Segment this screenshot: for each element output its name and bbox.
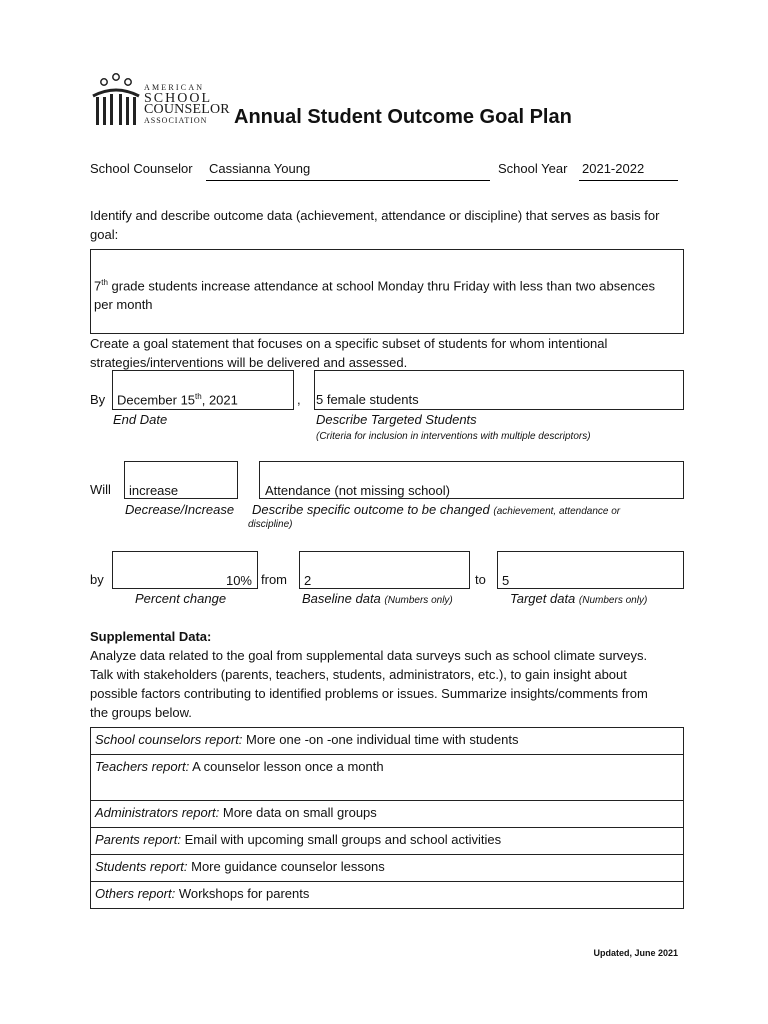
- report-cell[interactable]: [91, 801, 684, 828]
- end-date-value: December 15th, 2021: [117, 392, 238, 408]
- school-year-label: School Year: [498, 161, 568, 176]
- report-label: Students report:: [95, 859, 188, 874]
- target-caption: Target data (Numbers only): [510, 591, 648, 606]
- school-year-field[interactable]: [579, 160, 678, 181]
- report-label: Teachers report:: [95, 759, 190, 774]
- report-value: More guidance counselor lessons: [187, 859, 385, 874]
- outcome-change-caption: Describe specific outcome to be changed (achievement, attendance or: [252, 502, 621, 517]
- report-label: Administrators report:: [95, 805, 220, 820]
- logo-line-association: ASSOCIATION: [144, 116, 208, 125]
- logo-line-school: SCHOOL: [144, 91, 213, 106]
- report-cell[interactable]: [91, 755, 684, 801]
- target-box[interactable]: [497, 551, 684, 589]
- comma-separator: ,: [297, 392, 301, 407]
- report-value: More one -on -one individual time with students: [242, 732, 519, 747]
- report-value: Workshops for parents: [175, 886, 310, 901]
- outcome-value: 7th grade students increase attendance at school Monday thru Friday with less than two absences per month: [94, 278, 655, 313]
- footer-updated: Updated, June 2021: [593, 948, 678, 958]
- targeted-students-box[interactable]: [314, 370, 684, 410]
- report-label: Parents report:: [95, 832, 181, 847]
- supplemental-table: [90, 727, 684, 909]
- supplemental-heading: Supplemental Data:: [90, 629, 212, 644]
- report-value: A counselor lesson once a month: [189, 759, 384, 774]
- counselor-field[interactable]: [206, 160, 490, 181]
- table-row[interactable]: [91, 728, 684, 755]
- school-year-value: 2021-2022: [582, 161, 645, 176]
- outcome-box[interactable]: [90, 249, 684, 334]
- baseline-caption: Baseline data (Numbers only): [302, 591, 453, 606]
- from-label: from: [261, 572, 287, 587]
- by-label: By: [90, 392, 106, 407]
- asca-logo: [90, 72, 230, 130]
- direction-caption: Decrease/Increase: [125, 502, 235, 517]
- outcome-change-subcaption: discipline): [248, 519, 293, 530]
- report-cell[interactable]: [91, 855, 684, 882]
- baseline-box[interactable]: [299, 551, 470, 589]
- report-value: More data on small groups: [219, 805, 377, 820]
- by-percent-label: by: [90, 572, 104, 587]
- percent-change-box[interactable]: [112, 551, 258, 589]
- percent-change-caption: Percent change: [135, 591, 227, 606]
- report-cell[interactable]: [91, 828, 684, 855]
- goal-instruction: Create a goal statement that focuses on a specific subset of students for whom intentional strategies/interventions will be delivered and assessed.: [90, 336, 608, 370]
- target-value: 5: [502, 573, 510, 588]
- percent-change-value: 10%: [225, 573, 252, 588]
- report-cell[interactable]: [91, 882, 684, 909]
- outcome-instruction: Identify and describe outcome data (achievement, attendance or discipline) that serves as basis for goal:: [90, 208, 660, 242]
- targeted-students-value: 5 female students: [316, 392, 419, 407]
- report-cell[interactable]: [91, 728, 684, 755]
- will-label: Will: [90, 482, 111, 497]
- report-label: School counselors report:: [95, 732, 243, 747]
- targeted-students-caption: Describe Targeted Students: [316, 412, 477, 427]
- direction-value: increase: [129, 483, 179, 498]
- end-date-caption: End Date: [113, 412, 168, 427]
- supplemental-instruction: Analyze data related to the goal from supplemental data surveys such as school climate surveys. Talk with stakeholders (parents, teachers, students, administrators, etc.), to gain insight about possible factors contributing to identified problems or issues. Summarize insights/comments from the groups below.: [90, 648, 648, 720]
- table-row[interactable]: [91, 855, 684, 882]
- to-label: to: [475, 572, 486, 587]
- counselor-value: Cassianna Young: [209, 161, 311, 176]
- counselor-label: School Counselor: [90, 161, 193, 176]
- table-row[interactable]: [91, 755, 684, 801]
- page-title: Annual Student Outcome Goal Plan: [234, 106, 572, 128]
- outcome-change-value: Attendance (not missing school): [265, 483, 450, 498]
- report-label: Others report:: [95, 886, 176, 901]
- logo-wordmark: [144, 82, 230, 126]
- end-date-box[interactable]: [112, 370, 294, 410]
- targeted-students-subcaption: (Criteria for inclusion in interventions with multiple descriptors): [316, 431, 591, 442]
- logo-line-counselor: COUNSELOR: [144, 102, 230, 117]
- outcome-change-box[interactable]: [259, 461, 684, 499]
- direction-box[interactable]: [124, 461, 238, 499]
- report-value: Email with upcoming small groups and school activities: [181, 832, 502, 847]
- baseline-value: 2: [304, 573, 312, 588]
- table-row[interactable]: [91, 882, 684, 909]
- table-row[interactable]: [91, 828, 684, 855]
- asca-figures-icon: [90, 72, 142, 130]
- logo-line-american: AMERICAN: [144, 83, 205, 92]
- table-row[interactable]: [91, 801, 684, 828]
